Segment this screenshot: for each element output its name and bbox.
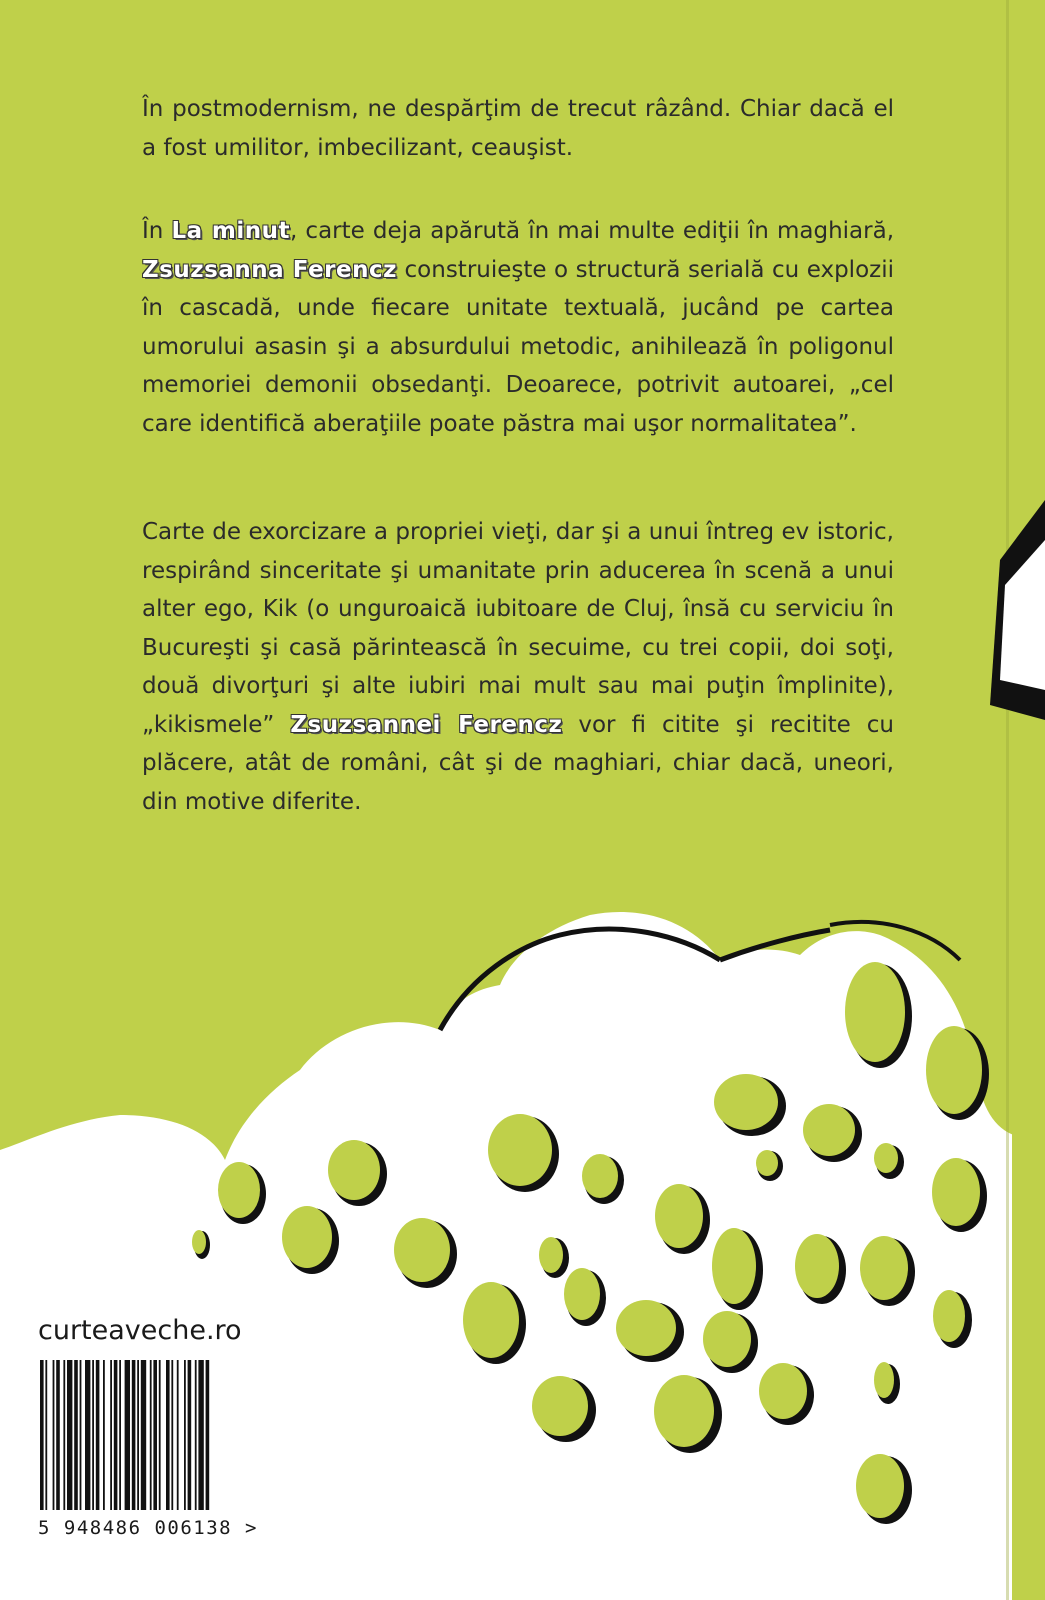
barcode-bar [56,1360,60,1510]
paragraph-3-part2: vor fi citite şi recitite cu plăcere, atât de români, cât şi de maghiari, chiar dacă, uneori, din motive diferite. [142,711,895,815]
barcode-bar [141,1360,146,1510]
barcode-bar [159,1360,161,1510]
barcode-bar [132,1360,136,1510]
barcode-bar [40,1360,44,1510]
barcode-bar [67,1360,72,1510]
barcode-bar [188,1360,192,1510]
barcode-bar [80,1360,82,1510]
barcode-bar [195,1360,197,1510]
barcode-bar [114,1360,118,1510]
barcode-bar [45,1360,47,1510]
barcode-bar [85,1360,90,1510]
barcode-bar [92,1360,94,1510]
barcode-bar [198,1360,203,1510]
paragraph-3-part1: Carte de exorcizare a propriei vieţi, dar şi a unui întreg ev istoric, respirând sinceritate şi umanitate prin aducerea în scenă a unui alter ego, Kik (o unguroaică iubitoare de Cluj, însă cu serviciu în Bucureşti şi casă părintească în secuime, cu trei copii, doi soţi, două divorţuri şi alte iubiri mai mult sau mai puţin împlinite), „kikismele” [142,519,894,738]
barcode-bar [53,1360,55,1510]
paragraph-2 [142,212,894,443]
barcode-bar [171,1360,173,1510]
barcode-bar [206,1360,210,1510]
barcode-digits: 5 948486 006138 > [38,1517,258,1539]
paragraph-3-text [142,513,894,821]
barcode [38,1360,263,1522]
barcode-bar [153,1360,157,1510]
barcode-bar [103,1360,105,1510]
paragraph-2-part3: construieşte o structură serială cu explozii în cascadă, unde fiecare unitate textuală, jucând pe cartea umorului asasin şi a absurdului metodic, anihilează în poligonul memoriei demonii obsedanţi. Deoarece, potrivit autoarei, „cel care identifică aberaţiile poate păstra mai uşor normalitatea”. [142,256,894,437]
book-title: La minut [171,218,291,244]
paragraph-2-text [142,212,894,443]
barcode-bar [150,1360,152,1510]
barcode-bar [96,1360,100,1510]
paragraph-1 [142,90,894,167]
barcode-bar [166,1360,170,1510]
paragraph-1-text: În postmodernism, ne despărţim de trecut râzând. Chiar dacă el a fost umilitor, imbecilizant, ceauşist. [142,96,894,161]
barcode-bar [125,1360,130,1510]
barcode-bar [74,1360,78,1510]
paragraph-3 [142,513,894,821]
paragraph-2-part2: , carte deja apărută în mai multe ediţii în maghiară, [290,218,895,244]
barcode-bar [177,1360,179,1510]
publisher-website: curteaveche.ro [38,1315,242,1346]
barcode-bar [119,1360,121,1510]
barcode-bar [110,1360,112,1510]
barcode-bar [137,1360,139,1510]
paragraph-2-part1: În [142,218,172,244]
barcode-bar [63,1360,65,1510]
author-name-genitive: Zsuzsannei Ferencz [290,711,563,738]
barcode-bar [184,1360,186,1510]
author-name: Zsuzsanna Ferencz [142,256,398,283]
